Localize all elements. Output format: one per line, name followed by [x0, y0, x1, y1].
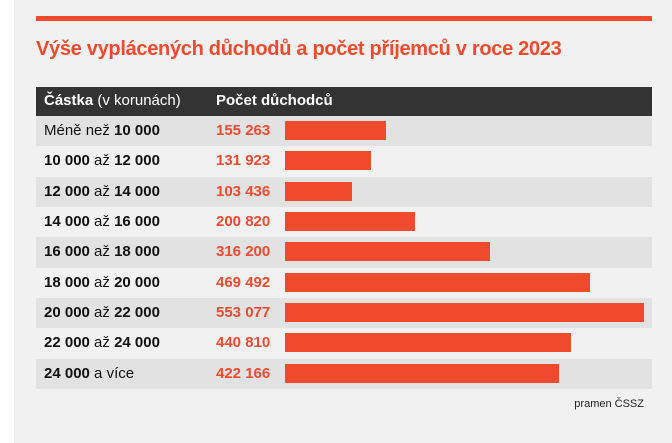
category-connector: až — [89, 182, 115, 200]
value-label: 440 810 — [216, 334, 271, 352]
count-column-header: Počet důchodců — [216, 92, 333, 109]
category-connector: a více — [89, 364, 135, 382]
category-amount: 18 000 — [114, 243, 160, 261]
category-amount: 20 000 — [44, 303, 90, 321]
table-row — [36, 268, 652, 298]
value-label: 469 492 — [216, 273, 271, 291]
category-amount: 24 000 — [44, 364, 90, 382]
amount-header-unit: (v korunách) — [93, 92, 181, 109]
chart-rows — [36, 116, 652, 389]
top-accent-rule — [36, 16, 652, 21]
category-amount: 12 000 — [114, 152, 160, 170]
value-label: 316 200 — [216, 243, 271, 261]
bar — [285, 303, 644, 322]
category-connector: až — [89, 334, 115, 352]
category-label — [44, 334, 160, 351]
category-amount: 12 000 — [44, 182, 90, 200]
table-row — [36, 207, 652, 237]
category-label — [44, 365, 134, 382]
table-row — [36, 177, 652, 207]
value-label: 422 166 — [216, 364, 271, 382]
category-amount: 10 000 — [114, 122, 160, 139]
category-label — [44, 152, 160, 169]
value-label: 155 263 — [216, 122, 271, 139]
category-connector: až — [89, 152, 115, 170]
category-amount: 20 000 — [114, 273, 160, 291]
value-label: 131 923 — [216, 152, 271, 170]
value-label: 200 820 — [216, 212, 271, 230]
category-amount: 18 000 — [44, 273, 90, 291]
category-label — [44, 304, 160, 321]
category-label — [44, 213, 160, 230]
source-note: pramen ČSSZ — [574, 398, 644, 410]
bar — [285, 242, 490, 261]
table-row — [36, 146, 652, 176]
value-label: 553 077 — [216, 303, 271, 321]
table-row — [36, 328, 652, 358]
category-amount: 24 000 — [114, 334, 160, 352]
category-amount: 22 000 — [44, 334, 90, 352]
category-label — [44, 122, 160, 139]
bar — [285, 333, 571, 352]
category-amount: 22 000 — [114, 303, 160, 321]
bar — [285, 151, 371, 170]
category-label — [44, 243, 160, 260]
bar — [285, 212, 415, 231]
category-amount: 14 000 — [44, 212, 90, 230]
chart-title: Výše vyplácených důchodů a počet příjemců v roce 2023 — [36, 38, 562, 60]
category-amount: 10 000 — [44, 152, 90, 170]
table-row — [36, 359, 652, 389]
category-connector: až — [89, 303, 115, 321]
bar — [285, 182, 352, 201]
table-row — [36, 116, 652, 146]
category-label — [44, 274, 160, 291]
category-connector: až — [89, 243, 115, 261]
category-connector: až — [89, 273, 115, 291]
category-connector: Méně než — [44, 122, 115, 139]
category-amount: 14 000 — [114, 182, 160, 200]
category-label — [44, 183, 160, 200]
amount-header-bold: Částka — [44, 92, 94, 109]
table-row — [36, 298, 652, 328]
value-label: 103 436 — [216, 182, 271, 200]
amount-column-header — [44, 92, 181, 109]
table-header — [36, 87, 652, 116]
bar — [285, 364, 559, 383]
category-connector: až — [89, 212, 115, 230]
category-amount: 16 000 — [44, 243, 90, 261]
table-row — [36, 237, 652, 267]
category-amount: 16 000 — [114, 212, 160, 230]
bar — [285, 121, 386, 140]
bar — [285, 273, 590, 292]
